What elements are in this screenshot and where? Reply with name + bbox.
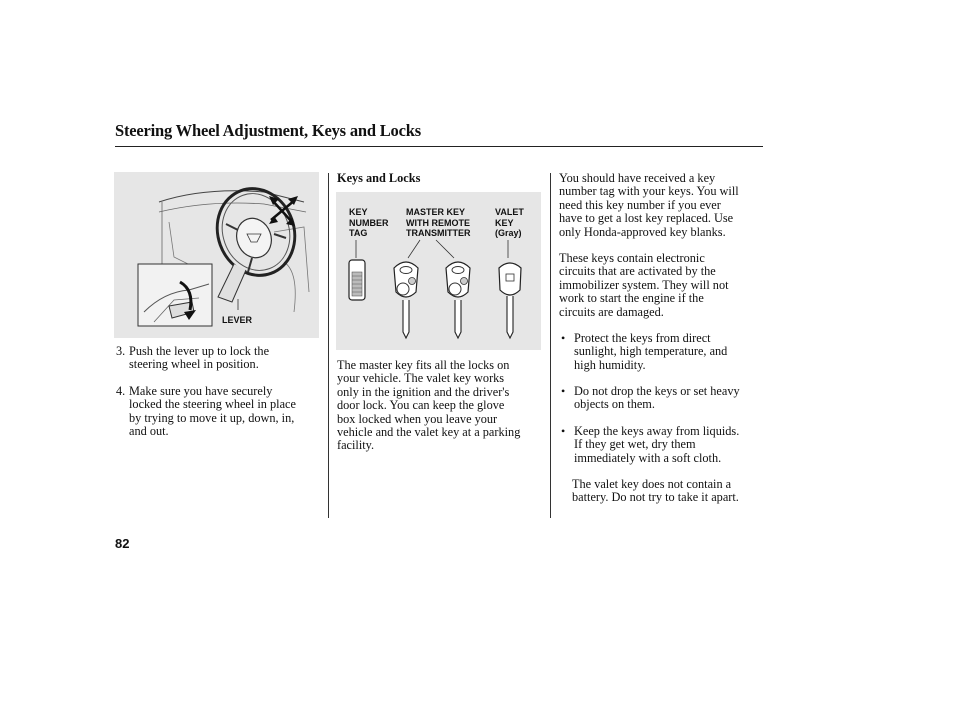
steering-lever-figure [114,172,319,338]
bullet-keep-away-liquids [561,425,766,469]
lever-label: LEVER [222,315,253,325]
step-4-number: 4. [116,384,126,398]
keys-and-locks-heading: Keys and Locks [337,171,421,185]
step-4 [116,385,321,445]
bullet-symbol: • [561,424,566,438]
bullet-do-not-drop [561,385,766,415]
key-number-tag-label: KEY NUMBER TAG [349,207,389,238]
bullet-symbol: • [561,331,566,345]
bullet-text: Protect the keys from direct sunlight, high temperature, and high humidity. [574,331,728,372]
valet-key-label: VALET KEY (Gray) [495,207,524,238]
steering-wheel-illustration [114,172,319,338]
bullet-text: Do not drop the keys or set heavy objects on them. [574,384,740,412]
key-number-paragraph: You should have received a key number tag with your keys. You will need this key number if you ever have to get a lost key replaced. Use only Honda-approved key blanks. [559,171,739,239]
master-key-label: MASTER KEY WITH REMOTE TRANSMITTER [406,207,471,238]
column-divider-right [550,173,551,518]
step-3-number: 3. [116,344,126,358]
keys-figure [336,192,541,350]
master-key-paragraph: The master key fits all the locks on your vehicle. The valet key works only in the ignition and the driver's door lock. You can keep the glove box locked when you leave your vehicle and the valet key at a parking facility. [337,358,521,453]
immobilizer-paragraph: These keys contain electronic circuits that are activated by the immobilizer system. They will not work to start the engine if the circuits are damaged. [559,251,729,319]
bullet-symbol: • [561,384,566,398]
title-rule [115,146,763,147]
page-title: Steering Wheel Adjustment, Keys and Locks [115,121,421,140]
step-3 [116,345,321,375]
step-4-text: Make sure you have securely locked the steering wheel in place by trying to move it up, down, in, and out. [129,384,296,439]
valet-key-battery-note: The valet key does not contain a battery. Do not try to take it apart. [572,477,739,505]
bullet-text: Keep the keys away from liquids. If they get wet, dry them immediately with a soft cloth. [574,424,740,465]
step-3-text: Push the lever up to lock the steering wheel in position. [129,344,270,372]
keys-illustration [336,192,541,350]
page-number: 82 [115,536,130,551]
column-divider-left [328,173,329,518]
bullet-protect-keys [561,332,766,376]
